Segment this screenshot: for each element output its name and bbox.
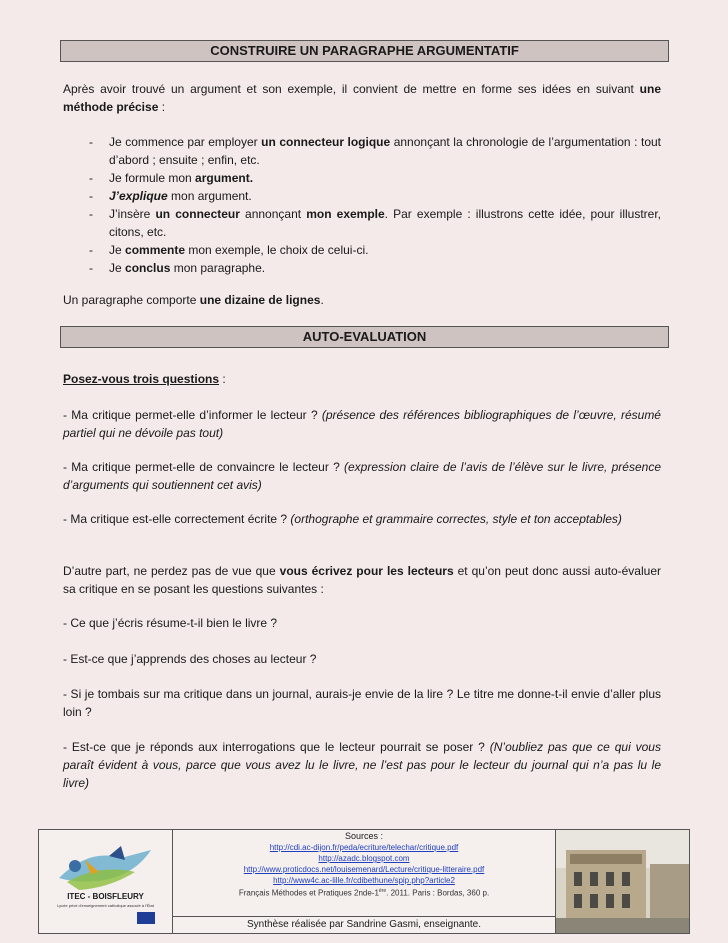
intro-paragraph: Après avoir trouvé un argument et son exemple, il convient de mettre en forme ses idées en suivant une méthode précise :: [63, 82, 661, 114]
school-logo: [39, 830, 173, 933]
eu-flag-icon: [137, 912, 155, 924]
section-title-auto-evaluation: AUTO-EVALUATION: [60, 326, 669, 348]
section-title-paragraphe: CONSTRUIRE UN PARAGRAPHE ARGUMENTATIF: [60, 40, 669, 62]
source-link[interactable]: http://www4c.ac-lille.fr/cdibethune/spip.php?article2: [273, 876, 455, 885]
list-item: - J’explique mon argument.: [87, 187, 661, 205]
question-3: - Ma critique est-elle correctement écrite ? (orthographe et grammaire correctes, style et ton acceptables): [63, 512, 622, 526]
list-item: - Je commente mon exemple, le choix de celui-ci.: [87, 241, 661, 259]
method-list: [87, 133, 661, 277]
sub-question-2: - Est-ce que j’apprends des choses au lecteur ?: [63, 652, 317, 666]
school-building-photo: [555, 830, 689, 933]
logo-subtext: Lycée privé d'enseignement catholique associé à l'État: [57, 903, 154, 908]
source-link[interactable]: http://cdi.ac-dijon.fr/peda/ecriture/telechar/critique.pdf: [269, 843, 459, 852]
sub-question-4: - Est-ce que je réponds aux interrogations que le lecteur pourrait se poser ? (N’oubliez pas que ce qui vous paraît évident à vous, parce que vous avez lu le livre, ne l’est pas pour le lecteur du journal qui n’a pas lu le livre): [63, 740, 661, 790]
list-item: - J’insère un connecteur annonçant mon exemple. Par exemple : illustrons cette idée, pour illustrer, citons, etc.: [87, 205, 661, 241]
question-1: - Ma critique permet-elle d’informer le lecteur ? (présence des références bibliographiques de l’œuvre, résumé partiel qui ne dévoile pas tout): [63, 408, 661, 440]
sub-question-3: - Si je tombais sur ma critique dans un journal, aurais-je envie de la lire ? Le titre me donne-t-il envie d’aller plus loin ?: [63, 687, 661, 719]
list-item: - Je commence par employer un connecteur logique annonçant la chronologie de l’argumentation : tout d’abord ; ensuite ; enfin, etc.: [87, 133, 661, 169]
closing-paragraph: Un paragraphe comporte une dizaine de lignes.: [63, 293, 324, 307]
sub-question-1: - Ce que j’écris résume-t-il bien le livre ?: [63, 616, 278, 630]
building-photo-icon: [556, 830, 689, 933]
questions-lead: Posez-vous trois questions :: [63, 372, 226, 386]
list-item: - Je formule mon argument.: [87, 169, 661, 187]
logo-text: ITEC - BOISFLEURY: [67, 892, 144, 901]
auto-eval-paragraph: D’autre part, ne perdez pas de vue que vous écrivez pour les lecteurs et qu’on peut donc aussi auto-évaluer sa critique en se posant les questions suivantes :: [63, 564, 661, 596]
list-item: - Je conclus mon paragraphe.: [87, 259, 661, 277]
sources-label: Sources :: [344, 831, 384, 841]
source-link[interactable]: http://www.proticdocs.net/louisemenard/Lecture/critique-litteraire.pdf: [243, 865, 485, 874]
question-2: - Ma critique permet-elle de convaincre le lecteur ? (expression claire de l’avis de l’élève sur le livre, présence d’arguments qui soutiennent cet avis): [63, 460, 661, 492]
author-signature: Synthèse réalisée par Sandrine Gasmi, enseignante.: [173, 916, 555, 934]
sources-block: [173, 830, 555, 916]
footer-box: [38, 829, 690, 934]
source-link[interactable]: http://azadc.blogspot.com: [318, 854, 410, 863]
book-reference: Français Méthodes et Pratiques 2nde-1ère. 2011. Paris : Bordas, 360 p.: [238, 888, 490, 898]
